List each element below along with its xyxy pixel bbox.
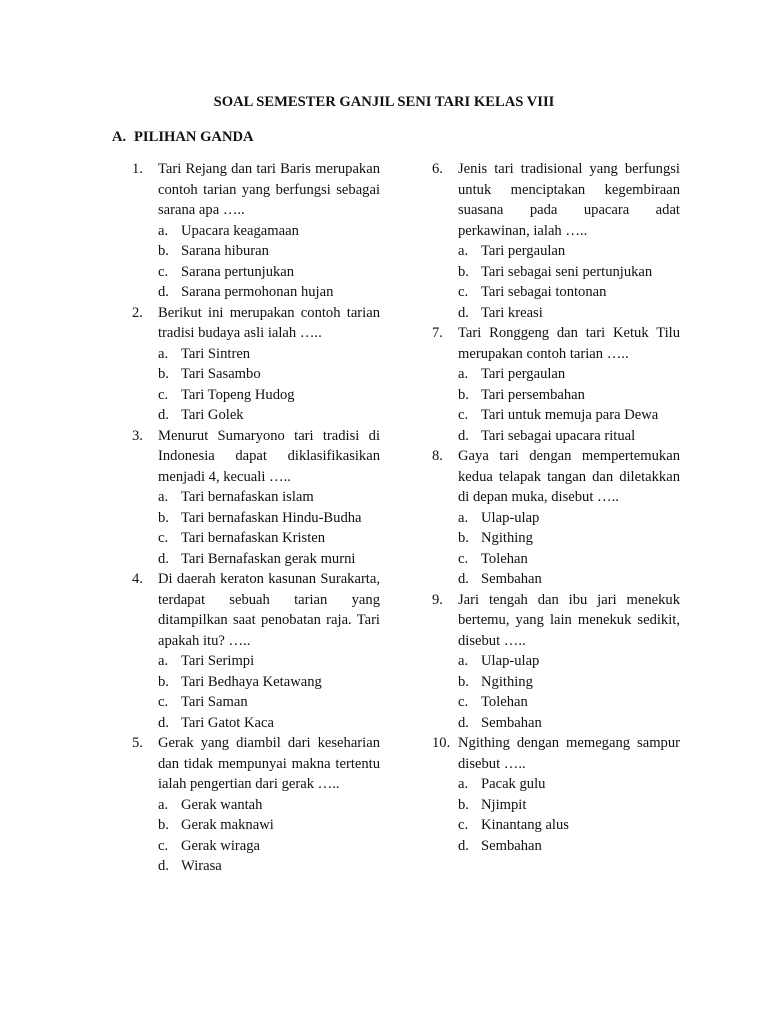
answer-option xyxy=(158,262,380,283)
answer-option xyxy=(458,385,680,406)
option-letter: d. xyxy=(458,714,469,731)
option-letter: d. xyxy=(158,550,169,567)
option-text: Sembahan xyxy=(481,837,542,854)
answer-option xyxy=(458,774,680,795)
option-text: Tari bernafaskan Kristen xyxy=(181,530,326,546)
option-text: Wirasa xyxy=(181,858,222,874)
question-body xyxy=(458,590,680,734)
option-letter: a. xyxy=(158,489,169,505)
option-text: Tolehan xyxy=(481,550,528,567)
option-letter: a. xyxy=(458,776,469,792)
question-number: 3. xyxy=(132,427,143,444)
question-body xyxy=(458,446,680,590)
question-body xyxy=(158,426,380,570)
question-number: 7. xyxy=(432,325,443,341)
answer-option xyxy=(458,815,680,836)
option-text: Tari sebagai seni pertunjukan xyxy=(481,263,653,280)
option-text: Tari sebagai upacara ritual xyxy=(481,427,636,444)
option-text: Tari Serimpi xyxy=(181,653,255,669)
option-letter: a. xyxy=(158,653,169,669)
option-text: Sarana pertunjukan xyxy=(181,263,295,280)
question-text: Tari Ronggeng dan tari Ketuk Tilu merupakan contoh tarian ….. xyxy=(458,325,680,362)
option-text: Ulap-ulap xyxy=(481,653,540,669)
question-text: Gerak yang diambil dari keseharian dan tidak mempunyai makna tertentu ialah pengertian dari gerak ….. xyxy=(158,735,380,792)
option-letter: a. xyxy=(458,243,469,259)
question-item xyxy=(132,303,380,426)
option-letter: d. xyxy=(158,407,169,423)
option-letter: c. xyxy=(158,386,169,403)
option-letter: b. xyxy=(458,673,469,690)
question-body xyxy=(158,159,380,303)
answer-option xyxy=(158,364,380,385)
answer-option xyxy=(458,405,680,426)
option-text: Tari untuk memuja para Dewa xyxy=(481,407,659,423)
answer-option xyxy=(458,692,680,713)
option-text: Ngithing xyxy=(481,530,533,546)
option-letter: a. xyxy=(158,345,169,362)
option-text: Gerak maknawi xyxy=(181,817,274,833)
option-text: Sembahan xyxy=(481,571,542,587)
answer-option xyxy=(458,549,680,570)
question-number: 4. xyxy=(132,571,143,587)
option-letter: c. xyxy=(458,407,469,423)
option-text: Tari Gatot Kaca xyxy=(181,714,274,731)
question-text: Menurut Sumaryono tari tradisi di Indonesia dapat diklasifikasikan menjadi 4, kecuali ….. xyxy=(158,427,380,485)
question-text: Jenis tari tradisional yang berfungsi untuk menciptakan kegembiraan suasana pada upacara adat perkawinan, ialah ….. xyxy=(458,161,680,239)
answer-option xyxy=(158,241,380,262)
option-letter: b. xyxy=(458,796,469,813)
option-text: Sarana permohonan hujan xyxy=(181,284,334,300)
question-item xyxy=(432,323,680,446)
option-letter: b. xyxy=(158,817,169,833)
option-text: Tari Bedhaya Ketawang xyxy=(181,673,322,690)
answer-option xyxy=(158,487,380,508)
question-body xyxy=(458,323,680,446)
option-text: Sarana hiburan xyxy=(181,243,269,259)
option-letter: d. xyxy=(158,284,169,300)
option-letter: b. xyxy=(458,530,469,546)
answer-option xyxy=(458,836,680,857)
option-letter: c. xyxy=(158,263,169,280)
answer-option xyxy=(458,364,680,385)
question-item xyxy=(432,159,680,323)
option-text: Upacara keagamaan xyxy=(181,222,299,239)
option-letter: d. xyxy=(158,714,169,731)
option-letter: d. xyxy=(458,304,469,321)
answer-option xyxy=(458,569,680,590)
option-text: Tari pergaulan xyxy=(481,243,566,259)
answer-option xyxy=(158,385,380,406)
answer-option xyxy=(158,344,380,365)
answer-option xyxy=(458,262,680,283)
answer-option xyxy=(158,672,380,693)
answer-option xyxy=(458,303,680,324)
option-letter: b. xyxy=(458,263,469,280)
answer-option xyxy=(158,713,380,734)
option-text: Tari Bernafaskan gerak murni xyxy=(181,550,356,567)
question-text: Gaya tari dengan mempertemukan kedua telapak tangan dan diletakkan di depan muka, disebut ….. xyxy=(458,448,680,505)
option-text: Gerak wiraga xyxy=(181,837,261,854)
answer-option xyxy=(158,651,380,672)
question-body xyxy=(158,569,380,733)
question-number: 2. xyxy=(132,304,143,321)
option-letter: b. xyxy=(158,243,169,259)
option-text: Tari Topeng Hudog xyxy=(181,386,295,403)
question-item xyxy=(132,569,380,733)
question-text: Berikut ini merupakan contoh tarian tradisi budaya asli ialah ….. xyxy=(158,304,380,341)
option-letter: c. xyxy=(158,530,169,546)
question-number: 6. xyxy=(432,161,443,177)
option-letter: a. xyxy=(158,796,169,813)
option-text: Tari Saman xyxy=(181,694,248,710)
question-body xyxy=(158,733,380,877)
option-text: Sembahan xyxy=(481,714,542,731)
option-text: Tari Golek xyxy=(181,407,244,423)
answer-option xyxy=(158,405,380,426)
question-item xyxy=(132,733,380,877)
question-body xyxy=(158,303,380,426)
option-text: Tari Sasambo xyxy=(181,366,261,382)
option-letter: b. xyxy=(158,673,169,690)
section-heading xyxy=(112,127,254,148)
answer-option xyxy=(158,795,380,816)
option-text: Njimpit xyxy=(481,796,527,813)
option-letter: c. xyxy=(158,837,169,854)
option-text: Tari bernafaskan Hindu-Budha xyxy=(181,509,362,526)
answer-option xyxy=(458,651,680,672)
option-text: Tari sebagai tontonan xyxy=(481,284,607,300)
option-letter: c. xyxy=(458,284,469,300)
option-text: Tari Sintren xyxy=(181,345,251,362)
question-column-right xyxy=(432,159,680,856)
option-text: Pacak gulu xyxy=(481,776,546,792)
question-item xyxy=(432,733,680,856)
option-letter: a. xyxy=(158,222,169,239)
option-text: Tari pergaulan xyxy=(481,366,566,382)
answer-option xyxy=(158,282,380,303)
question-body xyxy=(458,159,680,323)
answer-option xyxy=(158,815,380,836)
option-text: Tari persembahan xyxy=(481,386,585,403)
question-item xyxy=(132,426,380,570)
question-item xyxy=(132,159,380,303)
section-label: PILIHAN GANDA xyxy=(134,129,254,145)
question-number: 1. xyxy=(132,161,143,177)
question-text: Jari tengah dan ibu jari menekuk bertemu, yang lain menekuk sedikit, disebut ….. xyxy=(458,591,680,649)
question-text: Di daerah keraton kasunan Surakarta, terdapat sebuah tarian yang ditampilkan saat penobatan raja. Tari apakah itu? ….. xyxy=(158,571,380,649)
option-text: Gerak wantah xyxy=(181,796,263,813)
question-number: 8. xyxy=(432,448,443,464)
answer-option xyxy=(158,528,380,549)
answer-option xyxy=(458,672,680,693)
answer-option xyxy=(458,282,680,303)
option-text: Tari bernafaskan islam xyxy=(181,489,314,505)
question-text: Ngithing dengan memegang sampur disebut ….. xyxy=(458,735,680,772)
question-number: 10. xyxy=(432,735,451,751)
option-letter: b. xyxy=(158,509,169,526)
page-title: SOAL SEMESTER GANJIL SENI TARI KELAS VIII xyxy=(213,94,555,110)
answer-option xyxy=(158,508,380,529)
answer-option xyxy=(458,713,680,734)
option-letter: a. xyxy=(458,509,469,526)
answer-option xyxy=(458,528,680,549)
question-body xyxy=(458,733,680,856)
option-letter: d. xyxy=(458,837,469,854)
option-letter: a. xyxy=(458,366,469,382)
question-column-left xyxy=(132,159,380,877)
option-letter: d. xyxy=(458,427,469,444)
answer-option xyxy=(158,856,380,877)
option-text: Kinantang alus xyxy=(481,817,569,833)
option-letter: b. xyxy=(458,386,469,403)
option-text: Tolehan xyxy=(481,694,528,710)
question-number: 9. xyxy=(432,591,443,608)
answer-option xyxy=(158,221,380,242)
question-item xyxy=(432,590,680,734)
answer-option xyxy=(458,795,680,816)
section-letter: A. xyxy=(112,129,127,145)
option-letter: d. xyxy=(458,571,469,587)
answer-option xyxy=(458,241,680,262)
option-text: Tari kreasi xyxy=(481,304,543,321)
question-number: 5. xyxy=(132,735,143,751)
question-text: Tari Rejang dan tari Baris merupakan contoh tarian yang berfungsi sebagai sarana apa ….. xyxy=(158,161,380,218)
option-letter: c. xyxy=(458,817,469,833)
answer-option xyxy=(458,426,680,447)
option-letter: b. xyxy=(158,366,169,382)
option-text: Ulap-ulap xyxy=(481,509,540,526)
option-letter: a. xyxy=(458,653,469,669)
option-letter: c. xyxy=(458,694,469,710)
option-letter: c. xyxy=(158,694,169,710)
option-letter: c. xyxy=(458,550,469,567)
answer-option xyxy=(458,508,680,529)
answer-option xyxy=(158,549,380,570)
option-text: Ngithing xyxy=(481,673,533,690)
answer-option xyxy=(158,836,380,857)
question-item xyxy=(432,446,680,590)
answer-option xyxy=(158,692,380,713)
option-letter: d. xyxy=(158,858,169,874)
